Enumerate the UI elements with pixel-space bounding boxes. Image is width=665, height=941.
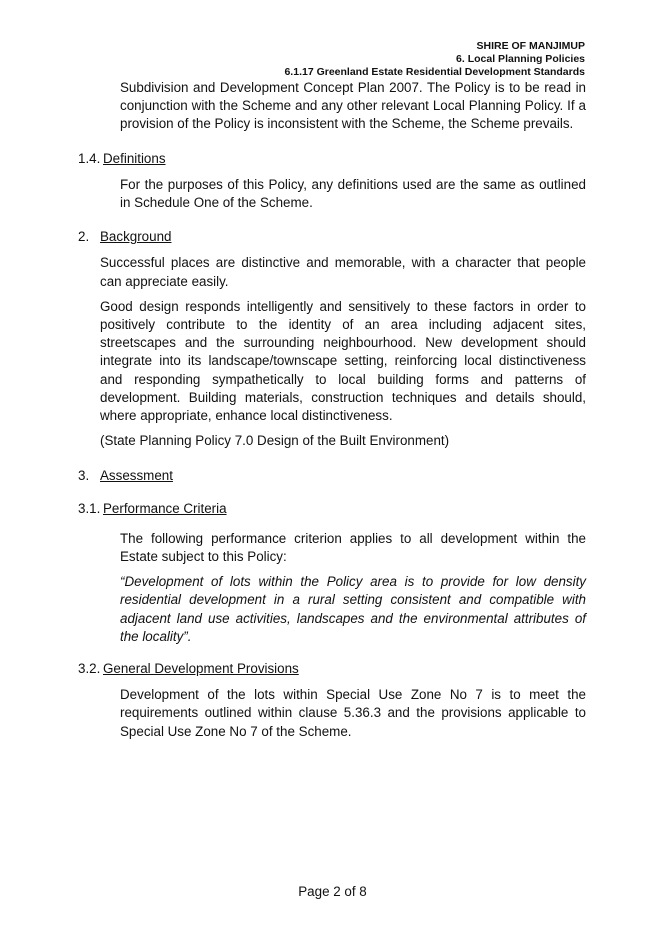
definitions-title: Definitions [103,150,166,166]
org-name: SHIRE OF MANJIMUP [476,40,585,52]
document-body [78,79,586,748]
definitions-text: For the purposes of this Policy, any definitions used are the same as outlined in Schedule One of the Scheme. [120,176,586,211]
assessment-number: 3. [78,468,90,484]
background-paragraph-1: Successful places are distinctive and memorable, with a character that people can appreciate easily. [100,255,586,289]
performance-heading [78,500,586,518]
performance-intro: The following performance criterion applies to all development within the Estate subject to this Policy: [120,530,586,565]
general-heading [78,660,586,678]
background-heading [78,228,586,246]
page-header [284,40,585,79]
general-text: Development of the lots within Special Use Zone No 7 is to meet the requirements outlined within clause 5.36.3 and the provisions applicable to Special Use Zone No 7 of the Scheme. [120,687,586,739]
general-number: 3.2. [78,661,101,677]
page-number: Page 2 of 8 [298,884,367,899]
background-number: 2. [78,229,90,245]
definitions-number: 1.4. [78,150,101,166]
performance-title: Performance Criteria [103,500,227,516]
background-title: Background [100,229,172,245]
assessment-title: Assessment [100,468,173,484]
performance-quote: “Development of lots within the Policy area is to provide for low density residential development in a rural setting consistent and compatible with adjacent land use activities, landscapes and the environmental attributes of the locality”. [120,574,586,644]
general-title: General Development Provisions [103,661,299,677]
performance-number: 3.1. [78,500,101,516]
background-paragraph-2: Good design responds intelligently and sensitively to these factors in order to positively contribute to the identity of an area including adjacent sites, streetscapes and the surrounding neighbourhood. New development should integrate into its landscape/townscape setting, reinforcing local distinctiveness and responding sympathetically to local building forms and patterns of development. Building materials, construction techniques and details should, where appropriate, enhance local distinctiveness. [100,298,586,424]
background-citation: (State Planning Policy 7.0 Design of the Built Environment) [100,433,450,449]
intro-continuation: Subdivision and Development Concept Plan 2007. The Policy is to be read in conjunction with the Scheme and any other relevant Local Planning Policy. If a provision of the Policy is inconsistent with the Scheme, the Scheme prevails. [120,80,586,132]
section-title: 6. Local Planning Policies [456,53,585,65]
definitions-heading [78,150,586,168]
policy-title: 6.1.17 Greenland Estate Residential Development Standards [284,66,585,78]
assessment-heading [78,467,586,485]
